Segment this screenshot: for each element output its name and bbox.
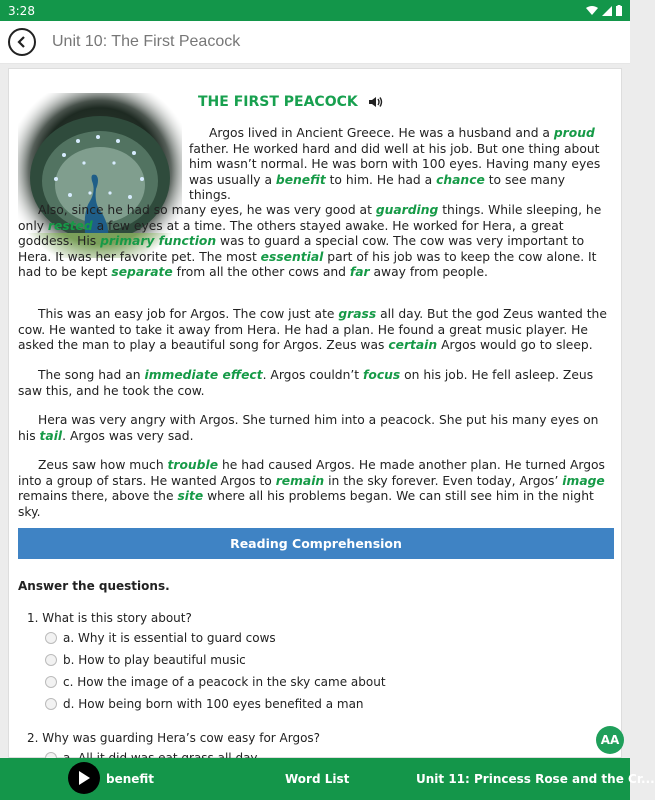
story-text: was to guard a special cow. The cow was very important to Hera. It was her favorite pet. The most [18, 234, 585, 264]
reading-comprehension-label: Reading Comprehension [230, 536, 402, 551]
vocab-word[interactable]: proud [553, 126, 595, 140]
next-unit-link[interactable]: Unit 11: Princess Rose and the Cr... [416, 772, 655, 786]
vocab-word[interactable]: essential [260, 249, 324, 264]
story-paragraph-1 [189, 126, 607, 204]
question-2: 2. Why was guarding Hera’s cow easy for Argos? [27, 731, 321, 745]
text-size-button[interactable] [596, 726, 624, 754]
story-paragraph-2 [18, 203, 607, 281]
signal-icon [602, 6, 612, 16]
speaker-icon[interactable] [368, 95, 384, 109]
option-1d[interactable] [45, 697, 364, 711]
vocab-word[interactable]: certain [388, 338, 438, 353]
story-text: The song had an [38, 368, 145, 382]
battery-icon [616, 5, 622, 16]
vocab-word[interactable]: focus [363, 368, 401, 382]
answer-instruction: Answer the questions. [18, 579, 170, 593]
current-word[interactable]: benefit [106, 772, 155, 786]
story-text: to him. He had a [325, 172, 437, 187]
story-text: . Argos was very sad. [62, 428, 194, 443]
vocab-word[interactable]: site [177, 489, 204, 504]
option-label: b. How to play beautiful music [63, 653, 246, 667]
page-title: Unit 10: The First Peacock [52, 33, 241, 50]
reading-comprehension-bar [18, 528, 614, 559]
story-text: father. He worked hard and did well at his job. But one thing about him wasn’t normal. He was born with 100 eyes. Having many eyes was usually a [189, 141, 601, 187]
vocab-word[interactable]: immediate effect [144, 368, 263, 382]
story-title [198, 94, 384, 110]
story-text: things. While sleeping, he only [18, 203, 602, 233]
vocab-word[interactable]: remain [275, 473, 325, 488]
wifi-icon [586, 6, 598, 16]
option-1b[interactable] [45, 653, 246, 667]
word-list-link[interactable]: Word List [285, 772, 350, 786]
story-paragraph-3 [18, 307, 607, 354]
vocab-word[interactable]: trouble [167, 458, 219, 472]
story-text: Also, since he had so many eyes, he was very good at [38, 203, 376, 217]
radio-button[interactable] [45, 632, 57, 644]
play-button[interactable] [68, 762, 100, 794]
vocab-word[interactable]: benefit [275, 172, 326, 187]
vocab-word[interactable]: rested [47, 218, 93, 233]
story-paragraph-6 [18, 458, 607, 520]
story-text: all day. But the god Zeus wanted the cow. He wanted to take it away from Hera. He had a plan. He found a great music player. He asked the man to play a beautiful song for Argos. Zeus was [18, 307, 607, 353]
radio-button[interactable] [45, 654, 57, 666]
story-text: remains there, above the [18, 489, 178, 504]
chevron-left-icon [16, 35, 28, 49]
vocab-word[interactable]: primary function [100, 234, 217, 249]
question-1: 1. What is this story about? [27, 611, 192, 625]
story-text: in the sky forever. Even today, Argos’ [324, 473, 563, 488]
bottom-bar [0, 758, 655, 800]
option-1a[interactable] [45, 631, 276, 645]
story-title-text: THE FIRST PEACOCK [198, 94, 358, 110]
story-text: where all his problems began. We can still see him in the night sky. [18, 489, 594, 519]
vocab-word[interactable]: guarding [375, 203, 439, 217]
back-button[interactable] [8, 28, 36, 56]
story-text: from all the other cows and [172, 265, 350, 280]
option-label: c. How the image of a peacock in the sky came about [63, 675, 386, 689]
vocab-word[interactable]: chance [436, 172, 485, 187]
vocab-word[interactable]: tail [39, 428, 63, 443]
option-label: a. Why it is essential to guard cows [63, 631, 276, 645]
vocab-word[interactable]: separate [111, 265, 173, 280]
app-bar [0, 21, 630, 64]
story-text: Zeus saw how much [38, 458, 168, 472]
story-text: Argos would go to sleep. [437, 338, 593, 353]
option-label: d. How being born with 100 eyes benefited a man [63, 697, 364, 711]
story-paragraph-4 [18, 368, 607, 399]
story-paragraph-5 [18, 413, 607, 444]
play-icon [77, 770, 91, 786]
status-bar [0, 0, 630, 21]
story-text: away from people. [369, 265, 488, 280]
story-text: Argos lived in Ancient Greece. He was a husband and a [209, 126, 554, 140]
option-1c[interactable] [45, 675, 386, 689]
radio-button[interactable] [45, 698, 57, 710]
story-text: to see many things. [189, 172, 566, 203]
vocab-word[interactable]: image [562, 473, 605, 488]
content-card[interactable] [8, 68, 622, 758]
story-text: part of his job was to keep the cow alone. It had to be kept [18, 249, 597, 280]
story-text: This was an easy job for Argos. The cow just ate [38, 307, 339, 321]
story-text: on his job. He fell asleep. Zeus saw this, and he took the cow. [18, 368, 594, 398]
radio-button[interactable] [45, 676, 57, 688]
story-text: Hera was very angry with Argos. She turned him into a peacock. She put his many eyes on his [18, 413, 599, 443]
status-icons [586, 5, 622, 16]
story-text: he had caused Argos. He made another plan. He turned Argos into a group of stars. He wanted Argos to [18, 458, 605, 488]
text-size-label: AA [600, 733, 620, 747]
vocab-word[interactable]: grass [338, 307, 377, 321]
story-text: a few eyes at a time. The others stayed awake. He worked for Hera, a great goddess. His [18, 218, 564, 249]
vocab-word[interactable]: far [349, 265, 370, 280]
status-time: 3:28 [8, 3, 35, 18]
story-text: . Argos couldn’t [262, 368, 364, 382]
